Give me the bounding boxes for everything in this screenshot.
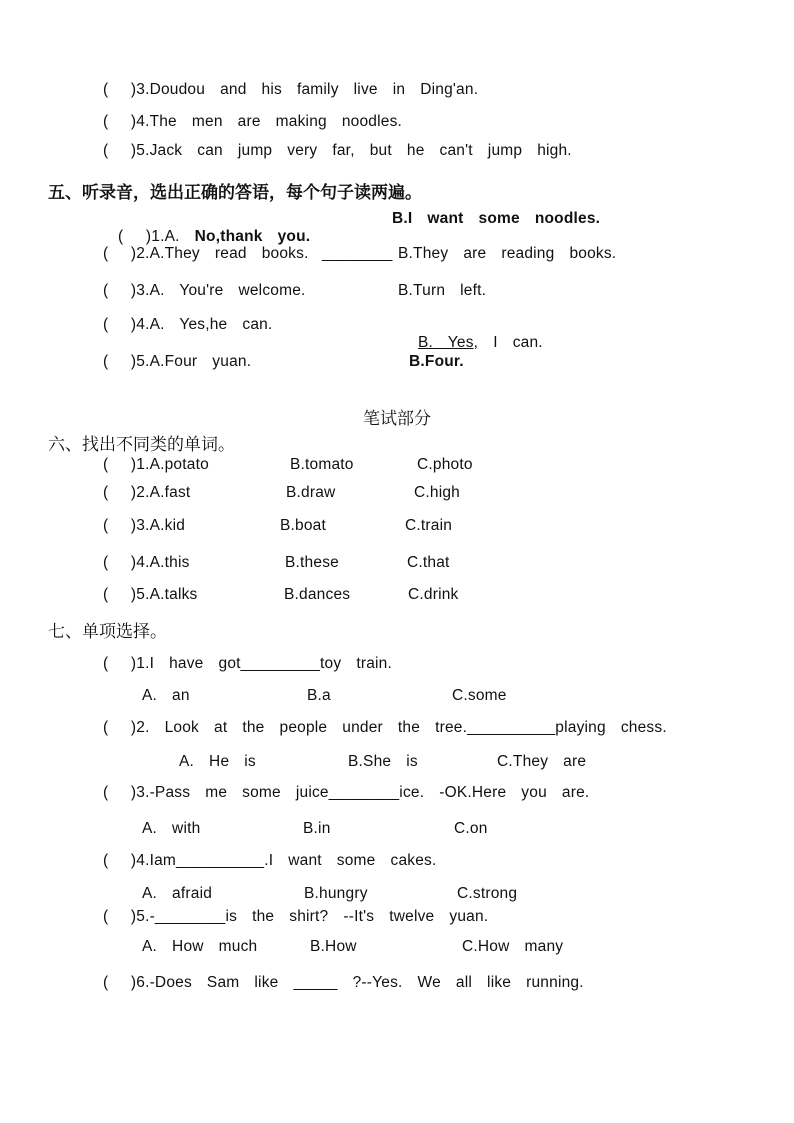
question-line: [103, 210, 310, 246]
question-line: ( )1.A.potato: [103, 456, 209, 473]
question-line: ( )3.A.kid: [103, 517, 186, 534]
option-a: A. How much: [142, 938, 258, 955]
question-line: ( )3.-Pass me some juice________ice. -OK.Here you are.: [103, 784, 590, 801]
option-b: B.hungry: [304, 885, 368, 902]
option-c: C.some: [452, 687, 507, 704]
option-a: A. an: [142, 687, 190, 704]
option-b: B.She is: [348, 753, 418, 770]
part-title: 笔试部分: [363, 409, 431, 429]
option-b: B.tomato: [290, 456, 354, 473]
option-a: A. with: [142, 820, 201, 837]
option-c: C.train: [405, 517, 453, 534]
question-line: ( )5.A.Four yuan.: [103, 353, 252, 370]
option-a: A. He is: [179, 753, 256, 770]
option-b: B.Turn left.: [398, 282, 487, 299]
option-b: B.these: [285, 554, 339, 571]
option-c: C.They are: [497, 753, 587, 770]
section-heading: 七、单项选择。: [48, 622, 167, 642]
question-line: ( )1.I have got_________toy train.: [103, 655, 392, 672]
option-c: C.How many: [462, 938, 564, 955]
option-b: B.dances: [284, 586, 351, 603]
option-a: No,thank you.: [194, 228, 311, 245]
option-b: B.They are reading books.: [398, 245, 617, 262]
option-c: C.that: [407, 554, 450, 571]
section-heading: 五、听录音，选出正确的答语，每个句子读两遍。: [48, 183, 422, 203]
option-c: C.photo: [417, 456, 473, 473]
option-b: B.Four.: [409, 353, 464, 370]
option-c: C.high: [414, 484, 461, 501]
option-b: B.in: [303, 820, 331, 837]
option-b-rest: I can.: [478, 334, 543, 351]
option-b: B.a: [307, 687, 331, 704]
option-b: [403, 316, 543, 352]
option-c: C.strong: [457, 885, 518, 902]
section-heading: 六、找出不同类的单词。: [48, 435, 235, 455]
question-line: ( )2.A.fast: [103, 484, 191, 501]
option-c: C.drink: [408, 586, 459, 603]
option-b: B.I want some noodles.: [392, 210, 601, 227]
question-line: ( )4.Iam__________.I want some cakes.: [103, 852, 437, 869]
question-line: ( )5.A.talks: [103, 586, 198, 603]
question-line: ( )5.-________is the shirt? --It's twelve yuan.: [103, 908, 489, 925]
question-line: ( )5.Jack can jump very far, but he can't jump high.: [103, 142, 572, 159]
option-c: C.on: [454, 820, 488, 837]
answer-blank: ________: [322, 245, 393, 262]
question-line: ( )4.A.this: [103, 554, 190, 571]
underlined-text: B. Yes,: [418, 334, 479, 351]
option-b: B.draw: [286, 484, 336, 501]
question-line: ( )3.A. You're welcome.: [103, 282, 306, 299]
question-prefix: ( )1.A.: [118, 228, 195, 245]
question-line: ( )2. Look at the people under the tree.__________playing chess.: [103, 719, 667, 736]
option-a: A. afraid: [142, 885, 213, 902]
question-line: ( )4.A. Yes,he can.: [103, 316, 273, 333]
question-line: ( )4.The men are making noodles.: [103, 113, 403, 130]
question-line: ( )3.Doudou and his family live in Ding'an.: [103, 81, 479, 98]
option-b: B.boat: [280, 517, 327, 534]
option-b: B.How: [310, 938, 357, 955]
question-line: ( )2.A.They read books.: [103, 245, 309, 262]
question-line: ( )6.-Does Sam like _____ ?--Yes. We all like running.: [103, 974, 584, 991]
